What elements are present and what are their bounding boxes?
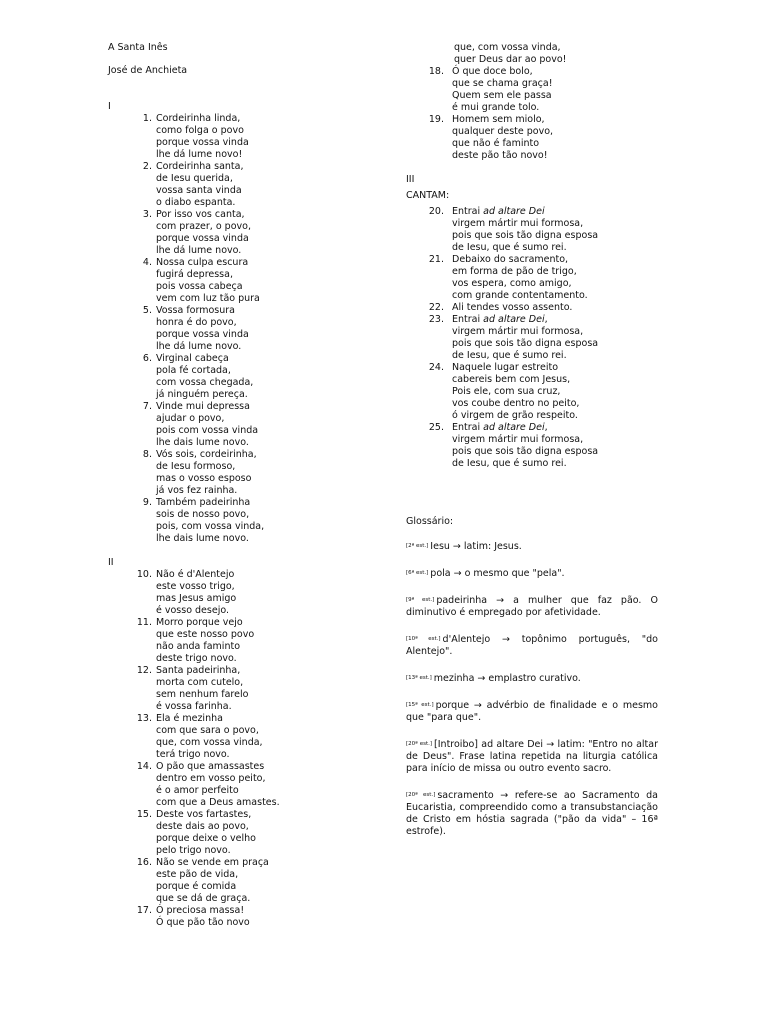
stanza-number: 12. bbox=[136, 665, 152, 676]
verse-line: Cordeirinha linda, bbox=[156, 113, 241, 124]
verse-line: Cordeirinha santa, bbox=[156, 161, 244, 172]
verse-line: que, com vossa vinda, bbox=[156, 737, 263, 748]
verse-line: terá trigo novo. bbox=[156, 749, 230, 760]
glossary-ref: [13ª est.] bbox=[406, 675, 432, 681]
glossary-entry bbox=[406, 567, 658, 580]
verse-line: já vos fez rainha. bbox=[156, 485, 238, 496]
stanza-number: 15. bbox=[136, 809, 152, 820]
verse-line: de Iesu querida, bbox=[156, 173, 233, 184]
verse-line: mas Jesus amigo bbox=[156, 593, 237, 604]
verse-line: vos coube dentro no peito, bbox=[452, 398, 580, 409]
verse-line: com prazer, o povo, bbox=[156, 221, 251, 232]
verse-line: pelo trigo novo. bbox=[156, 845, 231, 856]
verse-line: é vossa farinha. bbox=[156, 701, 232, 712]
stanza-number: 10. bbox=[136, 569, 152, 580]
section-heading-1: I bbox=[108, 101, 111, 112]
glossary-text: d'Alentejo → topônimo português, "do Alentejo". bbox=[406, 634, 658, 657]
verse-line: Naquele lugar estreito bbox=[452, 362, 559, 373]
verse-line: com que a Deus amastes. bbox=[156, 797, 280, 808]
verse-line: com que sara o povo, bbox=[156, 725, 259, 736]
verse-line: vossa santa vinda bbox=[156, 185, 242, 196]
glossary-text: mezinha → emplastro curativo. bbox=[433, 673, 581, 684]
glossary-entry bbox=[406, 699, 658, 724]
verse-line: porque vossa vinda bbox=[156, 233, 249, 244]
verse-line: Quem sem ele passa bbox=[452, 90, 552, 101]
verse-line: em forma de pão de trigo, bbox=[452, 266, 577, 277]
verse-line: lhe dais lume novo. bbox=[156, 437, 249, 448]
stanza-list-part-2 bbox=[108, 569, 408, 929]
verse-line: morta com cutelo, bbox=[156, 677, 244, 688]
stanza bbox=[108, 353, 408, 401]
verse-line: já ninguém pereça. bbox=[156, 389, 248, 400]
stanza-list-part-4 bbox=[406, 206, 662, 470]
glossary-text: sacramento → refere-se ao Sacramento da Eucaristia, compreendido como a transubstanciação de Cristo em hóstia sagrada ("pão da vida" – 16ª estrofe). bbox=[406, 790, 658, 837]
stanza bbox=[108, 761, 408, 809]
verse-line: Nossa culpa escura bbox=[156, 257, 249, 268]
glossary-ref: [2ª est.] bbox=[406, 543, 429, 549]
verse-line: com grande contentamento. bbox=[452, 290, 588, 301]
stanza-number: 14. bbox=[136, 761, 152, 772]
stanza-list-part-1 bbox=[108, 113, 408, 545]
glossary-text: Iesu → latim: Jesus. bbox=[430, 541, 522, 552]
verse-line: pois, com vossa vinda, bbox=[156, 521, 265, 532]
stanza bbox=[108, 617, 408, 665]
verse-line: fugirá depressa, bbox=[156, 269, 233, 280]
stanza-number: 3. bbox=[142, 209, 152, 220]
verse-line: Homem sem miolo, bbox=[452, 114, 545, 125]
stanza bbox=[406, 254, 662, 302]
glossary-ref: [20ª est.] bbox=[406, 741, 433, 747]
glossary-text: pola → o mesmo que "pela". bbox=[430, 568, 565, 579]
verse-line: Ali tendes vosso assento. bbox=[452, 302, 573, 313]
verse-line: de Iesu formoso, bbox=[156, 461, 236, 472]
verse-line: qualquer deste povo, bbox=[452, 126, 554, 137]
verse-line: Não se vende em praça bbox=[156, 857, 269, 868]
stanza-number: 11. bbox=[136, 617, 152, 628]
stanza bbox=[108, 209, 408, 257]
cantam-label: CANTAM: bbox=[406, 190, 450, 201]
verse-line: Também padeirinha bbox=[156, 497, 251, 508]
verse-line: lhe dá lume novo. bbox=[156, 245, 242, 256]
verse-line: deste pão tão novo! bbox=[452, 150, 548, 161]
stanza-number: 1. bbox=[142, 113, 152, 124]
verse-line: de Iesu, que é sumo rei. bbox=[452, 350, 567, 361]
glossary-ref: [6ª est.] bbox=[406, 570, 429, 576]
stanza-number: 20. bbox=[428, 206, 444, 217]
glossary-entry bbox=[406, 789, 658, 838]
right-column bbox=[406, 42, 662, 852]
verse-line: ajudar o povo, bbox=[156, 413, 225, 424]
stanza-number: 25. bbox=[428, 422, 444, 433]
stanza-number: 6. bbox=[142, 353, 152, 364]
verse-line: este pão de vida, bbox=[156, 869, 239, 880]
glossary-entry bbox=[406, 672, 658, 685]
stanza-number: 5. bbox=[142, 305, 152, 316]
verse-line: Vossa formosura bbox=[156, 305, 235, 316]
stanza bbox=[406, 362, 662, 422]
verse-line: Ó que doce bolo, bbox=[452, 66, 533, 77]
stanza-number: 13. bbox=[136, 713, 152, 724]
verse-line: como folga o povo bbox=[156, 125, 244, 136]
verse-line: pois vossa cabeça bbox=[156, 281, 243, 292]
stanza bbox=[108, 905, 408, 929]
glossary-ref: [10ª est.] bbox=[406, 636, 441, 642]
verse-line: de Iesu, que é sumo rei. bbox=[452, 458, 567, 469]
verse-line: Santa padeirinha, bbox=[156, 665, 241, 676]
verse-line: não anda faminto bbox=[156, 641, 241, 652]
glossary-text: padeirinha → a mulher que faz pão. O diminutivo é empregado por afetividade. bbox=[406, 595, 658, 618]
glossary-entry bbox=[406, 633, 658, 658]
stanza-number: 7. bbox=[142, 401, 152, 412]
stanza-number: 9. bbox=[142, 497, 152, 508]
section-heading-2: II bbox=[108, 557, 114, 568]
stanza-number: 16. bbox=[136, 857, 152, 868]
verse-line: Morro porque vejo bbox=[156, 617, 243, 628]
stanza bbox=[108, 449, 408, 497]
poem-author: José de Anchieta bbox=[108, 65, 188, 76]
verse-line: virgem mártir mui formosa, bbox=[452, 218, 584, 229]
continuation-line: quer Deus dar ao povo! bbox=[454, 54, 567, 65]
stanza-number: 21. bbox=[428, 254, 444, 265]
verse-line: cabereis bem com Jesus, bbox=[452, 374, 571, 385]
verse-line: sois de nosso povo, bbox=[156, 509, 250, 520]
stanza bbox=[406, 314, 662, 362]
verse-line: que se dá de graça. bbox=[156, 893, 251, 904]
stanza bbox=[108, 809, 408, 857]
stanza-number: 18. bbox=[428, 66, 444, 77]
verse-line: deste trigo novo. bbox=[156, 653, 237, 664]
verse-line: que não é faminto bbox=[452, 138, 540, 149]
verse-line: porque é comida bbox=[156, 881, 237, 892]
verse-line: Não é d'Alentejo bbox=[156, 569, 235, 580]
glossary-text: porque → advérbio de finalidade e o mesmo que "para que". bbox=[406, 700, 658, 723]
verse-line: virgem mártir mui formosa, bbox=[452, 326, 584, 337]
continuation-line: que, com vossa vinda, bbox=[454, 42, 561, 53]
verse-line: Ó que pão tão novo bbox=[156, 917, 250, 928]
verse-line: Deste vos fartastes, bbox=[156, 809, 252, 820]
verse-line: porque vossa vinda bbox=[156, 329, 249, 340]
poem-title: A Santa Inês bbox=[108, 42, 168, 53]
verse-line: com vossa chegada, bbox=[156, 377, 254, 388]
verse-line: Vós sois, cordeirinha, bbox=[156, 449, 257, 460]
verse-line: Entrai ad altare Dei bbox=[452, 206, 545, 217]
glossary-entry bbox=[406, 738, 658, 775]
stanza bbox=[108, 497, 408, 545]
verse-line: este vosso trigo, bbox=[156, 581, 235, 592]
verse-line: Ela é mezinha bbox=[156, 713, 223, 724]
verse-line: que este nosso povo bbox=[156, 629, 255, 640]
stanza bbox=[406, 66, 662, 114]
verse-line: vos espera, como amigo, bbox=[452, 278, 572, 289]
stanza bbox=[108, 113, 408, 161]
verse-line: lhe dá lume novo. bbox=[156, 341, 242, 352]
stanza bbox=[108, 401, 408, 449]
stanza-number: 24. bbox=[428, 362, 444, 373]
verse-line: pois que sois tão digna esposa bbox=[452, 446, 599, 457]
stanza bbox=[108, 569, 408, 617]
verse-line: que se chama graça! bbox=[452, 78, 553, 89]
verse-line: o diabo espanta. bbox=[156, 197, 236, 208]
stanza-list-part-3 bbox=[406, 66, 662, 162]
stanza-continuation bbox=[406, 42, 662, 66]
verse-line: O pão que amassastes bbox=[156, 761, 265, 772]
verse-line: é mui grande tolo. bbox=[452, 102, 540, 113]
verse-line: pois com vossa vinda bbox=[156, 425, 259, 436]
verse-line: vem com luz tão pura bbox=[156, 293, 260, 304]
stanza bbox=[108, 665, 408, 713]
verse-line: Virginal cabeça bbox=[156, 353, 229, 364]
stanza bbox=[108, 161, 408, 209]
verse-line: Por isso vos canta, bbox=[156, 209, 245, 220]
verse-line: é vosso desejo. bbox=[156, 605, 230, 616]
stanza-number: 23. bbox=[428, 314, 444, 325]
stanza-number: 8. bbox=[142, 449, 152, 460]
glossary-entry bbox=[406, 594, 658, 619]
verse-line: dentro em vosso peito, bbox=[156, 773, 266, 784]
verse-line: pois que sois tão digna esposa bbox=[452, 230, 599, 241]
verse-line: Vinde mui depressa bbox=[156, 401, 250, 412]
verse-line: porque deixe o velho bbox=[156, 833, 256, 844]
glossary-ref: [9ª est.] bbox=[406, 597, 435, 603]
verse-line: Debaixo do sacramento, bbox=[452, 254, 569, 265]
glossary-list bbox=[406, 540, 662, 838]
verse-line: ó virgem de grão respeito. bbox=[452, 410, 578, 421]
stanza-number: 4. bbox=[142, 257, 152, 268]
verse-line: Pois ele, com sua cruz, bbox=[452, 386, 561, 397]
stanza bbox=[108, 257, 408, 305]
verse-line: é o amor perfeito bbox=[156, 785, 239, 796]
verse-line: sem nenhum farelo bbox=[156, 689, 249, 700]
verse-line: Ó preciosa massa! bbox=[156, 905, 245, 916]
glossary-title: Glossário: bbox=[406, 516, 454, 527]
verse-line: porque vossa vinda bbox=[156, 137, 249, 148]
verse-line: Entrai ad altare Dei, bbox=[452, 422, 548, 433]
glossary-ref: [15ª est.] bbox=[406, 702, 434, 708]
stanza bbox=[406, 206, 662, 254]
stanza bbox=[406, 114, 662, 162]
verse-line: pois que sois tão digna esposa bbox=[452, 338, 599, 349]
verse-line: de Iesu, que é sumo rei. bbox=[452, 242, 567, 253]
stanza bbox=[108, 857, 408, 905]
stanza bbox=[108, 713, 408, 761]
verse-line: pola fé cortada, bbox=[156, 365, 231, 376]
section-heading-3: III bbox=[406, 174, 415, 185]
stanza-number: 19. bbox=[428, 114, 444, 125]
verse-line: lhe dais lume novo. bbox=[156, 533, 249, 544]
verse-line: lhe dá lume novo! bbox=[156, 149, 243, 160]
verse-line: mas o vosso esposo bbox=[156, 473, 252, 484]
verse-line: deste dais ao povo, bbox=[156, 821, 249, 832]
glossary-entry bbox=[406, 540, 658, 553]
left-column bbox=[108, 42, 408, 929]
stanza-number: 2. bbox=[142, 161, 152, 172]
verse-line: honra é do povo, bbox=[156, 317, 237, 328]
stanza bbox=[406, 302, 662, 314]
stanza bbox=[108, 305, 408, 353]
verse-line: Entrai ad altare Dei, bbox=[452, 314, 548, 325]
stanza-number: 22. bbox=[428, 302, 444, 313]
stanza-number: 17. bbox=[136, 905, 152, 916]
glossary-text: [Introibo] ad altare Dei → latim: "Entro no altar de Deus". Frase latina repetida na liturgia católica para início de missa ou outro evento sacro. bbox=[406, 739, 658, 774]
stanza bbox=[406, 422, 662, 470]
verse-line: virgem mártir mui formosa, bbox=[452, 434, 584, 445]
glossary-ref: [20ª est.] bbox=[406, 792, 436, 798]
